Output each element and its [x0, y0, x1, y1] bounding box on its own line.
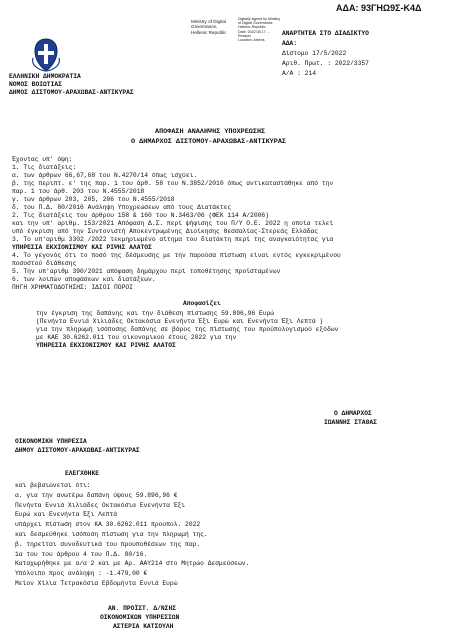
decision-line: την έγκριση της δαπάνης και την διάθεση πίστωσης 59.896,96 Ευρώ: [36, 310, 275, 317]
body-line: 5. Την υπ'αριθμ 390/2021 απόφαση δημάρχου περί τοποθέτησης προϊσταμένων: [12, 268, 281, 275]
decision-line: (Πενήντα Εννιά Χιλιάδες Οκτακόσια Ενενήντα Έξι Ευρώ και Ενενήντα Έξι Λεπτά ): [36, 318, 324, 325]
posted-label: ΑΝΑΡΤΗΤΕΑ ΣΤΟ ΔΙΑΔΙΚΤΥΟ: [282, 30, 369, 37]
finance-head-name: ΑΣΤΕΡΙΑ ΚΑΤΣΟΥΛΗ: [113, 623, 174, 630]
ada-code: ΑΔΑ: 93ΓΗΩ9Σ-Κ4Δ: [336, 3, 422, 13]
signature-line: Digitally signed by Ministry: [238, 17, 281, 21]
ada-line: ΑΔΑ:: [282, 40, 298, 47]
signature-line: Hellenic Republic: [238, 25, 266, 30]
decision-block: [36, 310, 338, 350]
finance-line: 1α του του άρθρου 4 του Π.Δ. 80/16.: [15, 550, 148, 558]
finance-line: α. για την ανωτέρω δαπάνη ύψους 59.896,96 €: [15, 491, 178, 499]
body-line: α. των άρθρων 66,67,68 του Ν.4270/14 όπως ισχύει.: [12, 172, 198, 179]
greek-emblem-icon: [31, 38, 61, 77]
serial-number: Α/Α : 214: [282, 70, 317, 77]
body-line: παρ. 1 του άρθ. 203 του Ν.4555/2018: [12, 188, 145, 195]
body-line: Έχοντας υπ' όψη:: [12, 156, 73, 163]
ministry-line: Hellenic Republic: [191, 29, 227, 35]
mayor-role: Ο ΔΗΜΑΡΧΟΣ: [334, 410, 372, 417]
body-line: υπό έγκριση από την Συντονιστή Αποκεντρωμένης Διοίκησης Θεσσαλίας-Στερεάς Ελλάδας: [12, 228, 319, 235]
finance-line: Καταχωρήθηκε με α/α 2 και με Αρ. ΑΑΥ214 στο Μητρώο Δεσμεύσεων.: [15, 560, 250, 568]
mayor-name: ΙΩΑΝΝΗΣ ΣΤΑΘΑΣ: [324, 419, 377, 426]
body-line: ΥΠΗΡΕΣΙΑ ΕΚΧΙΟΝΙΣΜΟΥ ΚΑΙ ΡΙΨΗΣ ΑΛΑΤΟΣ: [12, 244, 152, 251]
finance-service: ΟΙΚΟΝΟΜΙΚΗ ΥΠΗΡΕΣΙΑ: [15, 438, 87, 445]
finance-line: υπάρχει πίστωση στον ΚΑ 30.6262.011 προυπολ. 2022: [15, 521, 201, 529]
finance-line: Μείον Χίλια Τετρακόσια Εβδομήντα Εννιά Ευρώ: [15, 579, 178, 587]
finance-block: [15, 481, 249, 589]
finance-line: και δεσμεύθηκε ισόποση πίστωση για την πληρωμή της.: [15, 530, 208, 538]
signature-line: Date: 2022.05.17 ...: [238, 29, 270, 34]
document-title: ΑΠΟΦΑΣΗ ΑΝΑΛΗΨΗΣ ΥΠΟΧΡΕΩΣΗΣ: [155, 128, 266, 136]
body-line: 2. Τις διατάξεις του άρθρου 158 & 160 του Ν.3463/06 (ΦΕΚ 114 Α/2006): [12, 212, 269, 219]
signature-line: Location: Athens: [238, 38, 265, 43]
issuer-country: ΕΛΛΗΝΙΚΗ ΔΗΜΟΚΡΑΤΙΑ: [9, 73, 81, 80]
finance-line: και βεβαιώνεται ότι:: [15, 482, 91, 489]
decision-label: Αποφασίζει: [183, 300, 221, 307]
body-line: β. της περιπτ. ε' της παρ. 1 του άρθ. 58 του Ν.3852/2010 όπως αντικαταστάθηκε από την: [12, 180, 334, 187]
finance-line: β. τηρείται συνοδευτικά του προυποθέσεων της παρ.: [15, 540, 201, 548]
finance-head-department: ΟΙΚΟΝΟΜΙΚΩΝ ΥΠΗΡΕΣΙΩΝ: [100, 614, 180, 621]
digital-signature-block: [238, 17, 280, 42]
decision-line: ΥΠΗΡΕΣΙΑ ΕΚΧΙΟΝΙΣΜΟΥ ΚΑΙ ΡΙΨΗΣ ΑΛΑΤΟΣ: [36, 342, 176, 349]
body-line: 3. Το υπ'αριθμ 3302 /2022 τεκμηριωμένο αίτημα του διατάκτη περί της αναγκαιότητας για: [12, 236, 334, 243]
body-line: 4. Το γεγονός ότι το ποσό της δέσμευσης με την παρούσα πίστωση είναι εντός εγκεκριμένου: [12, 252, 341, 259]
body-line: ποσοστού διάθεσης: [12, 260, 77, 267]
finance-municipality: ΔΗΜΟΥ ΔΙΣΤΟΜΟΥ-ΑΡΑΧΩΒΑΣ-ΑΝΤΙΚΥΡΑΣ: [15, 447, 140, 454]
ministry-line: Governance,: [191, 24, 218, 30]
finance-line: Υπόλοιπο προς ανάληψη : -1.479,00 €: [15, 570, 148, 578]
issuer-municipality: ΔΗΜΟΣ ΔΙΣΤΟΜΟΥ-ΑΡΑΧΩΒΑΣ-ΑΝΤΙΚΥΡΑΣ: [9, 89, 134, 96]
finance-line: Ευρώ και Ενενήντα Έξι Λεπτά: [15, 511, 118, 519]
protocol-number: Αριθ. Πρωτ. : 2022/3357: [282, 60, 369, 67]
body-line: δ. του Π.Δ. 80/2016 Ανάληψη Υποχρεώσεων από τους Διατάκτες: [12, 204, 232, 211]
signature-line: of Digital Governance,: [238, 21, 274, 26]
document-subtitle: Ο ΔΗΜΑΡΧΟΣ ΔΙΣΤΟΜΟΥ-ΑΡΑΧΩΒΑΣ-ΑΝΤΙΚΥΡΑΣ: [131, 138, 286, 146]
signature-line: Reason:: [238, 33, 252, 38]
checked-label: ΕΛΕΓΧΘΗΚΕ: [65, 470, 100, 477]
decision-line: για την πληρωμή ισόποσης δαπάνης σε βάρος της πίστωσης του προϋπολογισμού εξόδων: [36, 326, 339, 333]
considerations-block: [12, 156, 341, 292]
decision-line: με ΚΑΕ 30.6262.011 του οικονομικού έτους 2022 για την: [36, 334, 237, 341]
finance-head-role: ΑΝ. ΠΡΟΪΣΤ. Δ/ΝΣΗΣ: [108, 605, 177, 612]
body-line: ΠΗΓΗ ΧΡΗΜΑΤΟΔΟΤΗΣΗΣ: ΙΔΙΟΙ ΠΟΡΟΙ: [12, 284, 133, 291]
body-line: και την υπ' αριθμ. 153/2021 Απόφαση Δ.Σ. περί ψήφισης του Π/Υ Ο.Ε. 2022 η οποία τελεί: [12, 220, 334, 227]
ministry-block: [191, 19, 227, 35]
finance-line: Πενήντα Εννιά Χιλιάδες Οκτακόσια Ενενήντα Έξι: [15, 501, 186, 509]
body-line: 1. Τις διατάξεις:: [12, 164, 77, 171]
issuer-prefecture: ΝΟΜΟΣ ΒΟΙΩΤΙΑΣ: [9, 81, 62, 88]
ministry-line: Ministry of Digital: [191, 19, 226, 24]
body-line: 6. των λοιπών αποφάσεων και διατάξεων.: [12, 276, 156, 283]
body-line: γ. των άρθρων 203, 205, 206 του Ν.4555/2018: [12, 196, 175, 203]
place-date: Δίστομο 17/5/2022: [282, 50, 347, 57]
